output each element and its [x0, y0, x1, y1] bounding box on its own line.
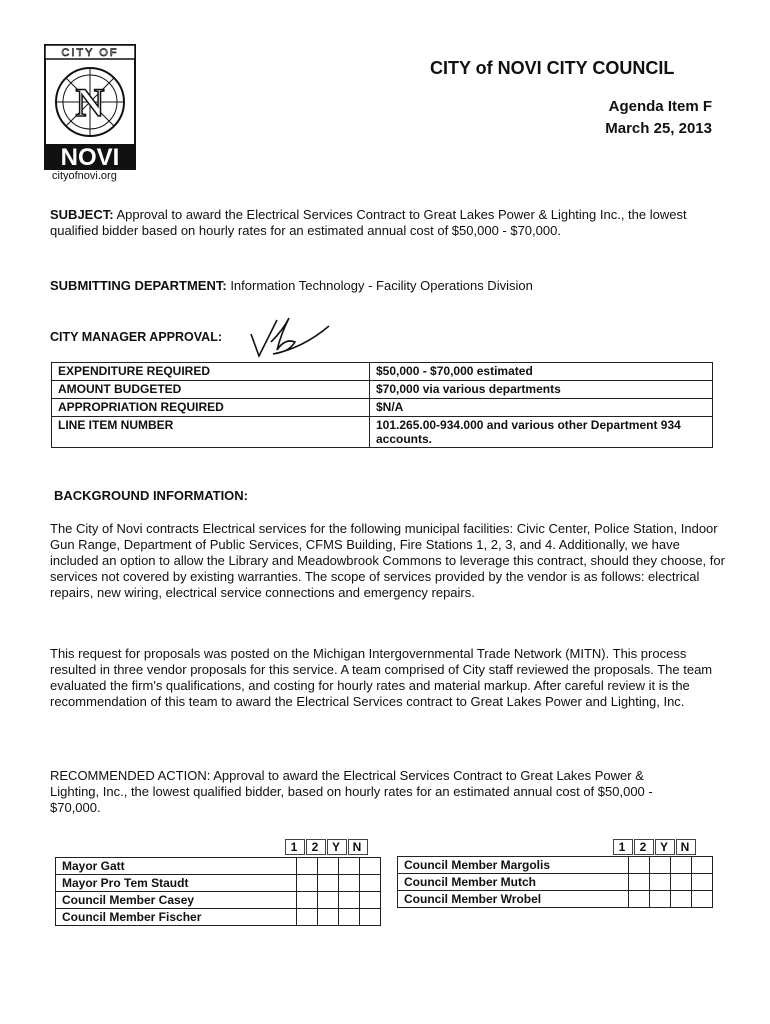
subject-section [50, 207, 710, 239]
vote-box[interactable] [629, 857, 650, 874]
manager-approval-label: CITY MANAGER APPROVAL: [50, 330, 222, 344]
vote-box[interactable] [318, 858, 339, 875]
vote-box[interactable] [650, 857, 671, 874]
vote-box[interactable] [339, 858, 360, 875]
background-paragraph-1: The City of Novi contracts Electrical services for the following municipal facilities: Civic Center, Police Station, Indoor Gun Range, Department of Public Services, CFMS Building, Fire Stations 1, 2, 3, and 4. Additionally, we have included an option to allow the Library and Meadowbrook Commons to leverage this contract, should they choose, for services not covered by existing warranties. The scope of services provided by the vendor is as follows: electrical repairs, new wiring, electrical service connections and emergency repairs. [50, 521, 725, 600]
agenda-item: Agenda Item F [608, 98, 712, 115]
vote-box[interactable] [318, 909, 339, 926]
background-heading: BACKGROUND INFORMATION: [54, 488, 249, 503]
vote-box[interactable] [629, 874, 650, 891]
table-row [52, 417, 713, 448]
vote-box[interactable] [692, 874, 713, 891]
vote-box[interactable] [297, 892, 318, 909]
vote-box[interactable] [360, 892, 381, 909]
financial-value: $70,000 via various departments [370, 381, 713, 399]
financial-label: AMOUNT BUDGETED [52, 381, 370, 399]
subject-label: SUBJECT: [50, 207, 114, 222]
council-member-name: Council Member Fischer [56, 909, 297, 926]
recommended-action: RECOMMENDED ACTION: Approval to award the Electrical Services Contract to Great Lakes Power & Lighting, Inc., the lowest qualified bidder, based on hourly rates for an estimated annual cost of $50,000 - $70,000. [50, 768, 653, 815]
page-title: CITY of NOVI CITY COUNCIL [430, 58, 675, 78]
financial-label: LINE ITEM NUMBER [52, 417, 370, 448]
vote-table-left [55, 857, 381, 926]
council-member-name: Mayor Gatt [56, 858, 297, 875]
vote-box[interactable] [297, 909, 318, 926]
table-row [56, 892, 381, 909]
vote-header-2: 2 [634, 839, 654, 855]
vote-box[interactable] [671, 857, 692, 874]
financial-value: 101.265.00-934.000 and various other Department 934 accounts. [370, 417, 713, 448]
svg-text:CITY OF: CITY OF [61, 47, 119, 59]
table-row [56, 875, 381, 892]
department-text: Information Technology - Facility Operations Division [226, 278, 533, 293]
council-member-name: Council Member Margolis [398, 857, 629, 874]
background-paragraph-2: This request for proposals was posted on the Michigan Intergovernmental Trade Network (MITN). This process resulted in three vendor proposals for this service. A team comprised of City staff reviewed the proposals. The team evaluated the firm's qualifications, and costing for hourly rates and material markup. After careful review it is the recommendation of this team to award the Electrical Services contract to Great Lakes Power and Lighting, Inc. [50, 646, 713, 709]
vote-box[interactable] [360, 875, 381, 892]
department-label: SUBMITTING DEPARTMENT: [50, 278, 227, 293]
table-row [398, 857, 713, 874]
council-member-name: Council Member Wrobel [398, 891, 629, 908]
council-member-name: Council Member Casey [56, 892, 297, 909]
vote-box[interactable] [339, 892, 360, 909]
subject-text: Approval to award the Electrical Services Contract to Great Lakes Power & Lighting Inc., the lowest qualified bidder based on hourly rates for an estimated annual cost of $50,000 - $70,000. [50, 207, 687, 238]
council-member-name: Mayor Pro Tem Staudt [56, 875, 297, 892]
vote-box[interactable] [318, 875, 339, 892]
vote-box[interactable] [671, 891, 692, 908]
vote-box[interactable] [650, 874, 671, 891]
financial-value: $N/A [370, 399, 713, 417]
vote-header-yes: Y [327, 839, 347, 855]
vote-box[interactable] [360, 909, 381, 926]
vote-header-no: N [348, 839, 368, 855]
vote-box[interactable] [629, 891, 650, 908]
vote-header-2: 2 [306, 839, 326, 855]
vote-box[interactable] [650, 891, 671, 908]
table-row [52, 399, 713, 417]
financial-value: $50,000 - $70,000 estimated [370, 363, 713, 381]
vote-table-right [397, 856, 713, 908]
vote-header-left [285, 839, 369, 855]
vote-header-1: 1 [613, 839, 633, 855]
vote-box[interactable] [339, 909, 360, 926]
vote-box[interactable] [318, 892, 339, 909]
vote-header-1: 1 [285, 839, 305, 855]
logo-url: cityofnovi.org [52, 170, 117, 182]
table-row [398, 874, 713, 891]
vote-box[interactable] [339, 875, 360, 892]
financial-label: APPROPRIATION REQUIRED [52, 399, 370, 417]
financial-table [51, 362, 713, 448]
meeting-date: March 25, 2013 [605, 120, 712, 137]
department-section [50, 278, 720, 294]
table-row [56, 858, 381, 875]
svg-text:N: N [75, 80, 105, 125]
vote-box[interactable] [692, 857, 713, 874]
vote-header-no: N [676, 839, 696, 855]
financial-label: EXPENDITURE REQUIRED [52, 363, 370, 381]
svg-text:NOVI: NOVI [60, 144, 120, 170]
table-row [56, 909, 381, 926]
vote-box[interactable] [692, 891, 713, 908]
council-member-name: Council Member Mutch [398, 874, 629, 891]
vote-box[interactable] [671, 874, 692, 891]
table-row [398, 891, 713, 908]
city-logo [44, 44, 136, 170]
vote-header-right [613, 839, 697, 855]
vote-box[interactable] [297, 858, 318, 875]
table-row [52, 381, 713, 399]
vote-box[interactable] [297, 875, 318, 892]
table-row [52, 363, 713, 381]
vote-box[interactable] [360, 858, 381, 875]
manager-signature [233, 312, 333, 364]
vote-header-yes: Y [655, 839, 675, 855]
